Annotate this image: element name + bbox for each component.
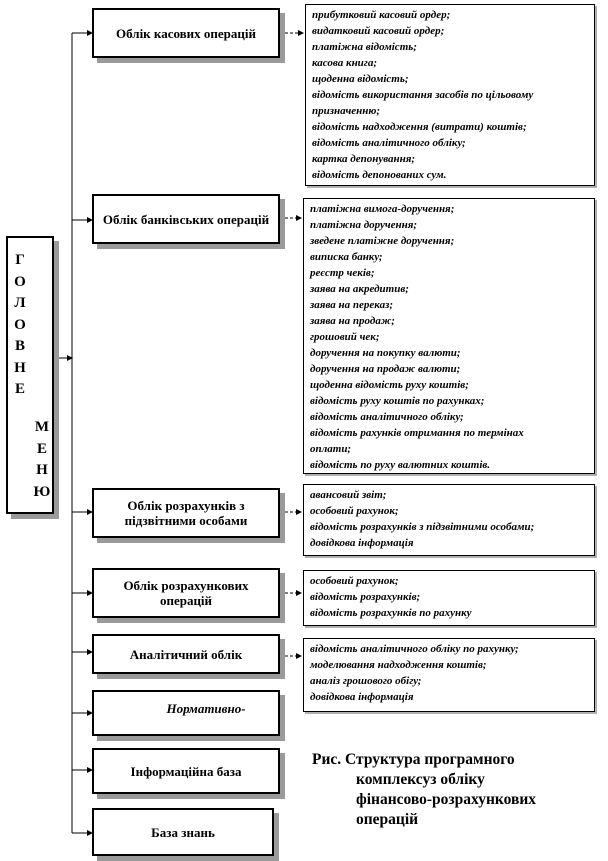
- detail-item: відомість надходження (витрати) коштів;: [312, 121, 527, 133]
- detail-item: платіжна відомість;: [312, 41, 417, 53]
- detail-item: оплати;: [310, 443, 352, 455]
- detail-item: відомість аналітичного обліку;: [310, 411, 464, 423]
- main-menu-word-1: [10, 250, 30, 401]
- caption-line: комплексуз обліку: [356, 771, 485, 788]
- main-menu-word-2: [32, 417, 52, 503]
- details-bank-operations: [303, 198, 595, 474]
- module-label: Інформаційна база: [130, 763, 242, 779]
- module-analytical-accounting[interactable]: [92, 634, 280, 674]
- module-accountable-persons[interactable]: [92, 488, 280, 538]
- module-label: Облік розрахунків з підзвітними особами: [124, 498, 248, 528]
- module-label: Облік розрахункових операцій: [123, 578, 249, 608]
- detail-item: відомість розрахунків;: [310, 591, 421, 603]
- menu-letter: Е: [36, 440, 47, 457]
- figure-caption: [312, 750, 592, 830]
- detail-item: відомість розрахунків по рахунку: [310, 607, 472, 619]
- detail-item: заява на продаж;: [310, 315, 395, 327]
- caption-line: Рис. Структура програмного: [312, 751, 515, 768]
- detail-item: авансовий звіт;: [310, 489, 387, 501]
- module-knowledge-base[interactable]: [92, 808, 274, 856]
- menu-letter: Г: [15, 252, 25, 268]
- detail-item: реєстр чеків;: [310, 267, 375, 279]
- menu-letter: О: [14, 273, 26, 290]
- module-label: Аналітичний облік: [129, 646, 243, 662]
- module-label: Нормативно-: [166, 701, 246, 716]
- detail-item: доручення на покупку валюти;: [310, 347, 461, 359]
- detail-item: відомість використання засобів по цільовому: [312, 89, 534, 101]
- detail-item: картка депонування;: [312, 153, 416, 165]
- detail-item: аналіз грошового обігу;: [310, 675, 422, 687]
- detail-item: платіжна вимога-доручення;: [310, 203, 455, 215]
- detail-item: призначенню;: [312, 105, 381, 117]
- menu-letter: М: [34, 419, 50, 435]
- main-menu-box: [6, 236, 54, 514]
- module-label: Облік касових операцій: [115, 25, 257, 41]
- detail-item: щоденна відомість руху коштів;: [310, 379, 469, 391]
- details-settlement-operations: [303, 570, 595, 626]
- module-label: База знань: [151, 824, 215, 840]
- details-cash-operations: [305, 4, 595, 186]
- detail-item: особовий рахунок;: [310, 505, 399, 517]
- detail-item: відомість депонованих сум.: [312, 169, 447, 181]
- detail-item: щоденна відомість;: [312, 73, 409, 85]
- detail-item: заява на переказ;: [310, 299, 394, 311]
- detail-item: відомість рахунків отримання по термінах: [310, 427, 524, 439]
- menu-letter: Ю: [33, 483, 51, 500]
- details-accountable-persons: [303, 484, 595, 556]
- menu-letter: О: [14, 316, 26, 333]
- detail-item: довідкова інформація: [310, 537, 414, 549]
- details-analytical-accounting: [303, 638, 595, 712]
- module-settlement-operations[interactable]: [92, 568, 280, 618]
- detail-item: відомість руху коштів по рахунках;: [310, 395, 485, 407]
- detail-item: грошовий чек;: [310, 331, 380, 343]
- detail-item: відомість аналітичного обліку по рахунку;: [310, 643, 519, 655]
- menu-letter: Н: [36, 462, 48, 478]
- detail-item: доручення на продаж валюти;: [310, 363, 461, 375]
- detail-item: відомість розрахунків з підзвітними особами;: [310, 521, 535, 533]
- menu-letter: Л: [14, 295, 26, 311]
- module-bank-operations[interactable]: [92, 194, 280, 244]
- detail-item: зведене платіжне доручення;: [310, 235, 455, 247]
- detail-item: платіжна доручення;: [310, 219, 418, 231]
- detail-item: особовий рахунок;: [310, 575, 399, 587]
- module-normative[interactable]: [92, 690, 280, 736]
- caption-line: фінансово-розрахункових: [356, 791, 537, 808]
- detail-item: прибутковий касовий ордер;: [312, 9, 451, 21]
- detail-item: видатковий касовий ордер;: [312, 25, 445, 37]
- detail-item: моделювання надходження коштів;: [310, 659, 487, 671]
- module-information-base[interactable]: [92, 748, 280, 794]
- detail-item: виписка банку;: [310, 251, 383, 263]
- detail-item: відомість по руху валютних коштів.: [310, 459, 491, 471]
- detail-item: довідкова інформація: [310, 691, 414, 703]
- module-cash-operations[interactable]: [92, 8, 280, 58]
- menu-letter: Е: [14, 381, 25, 397]
- caption-line: операцій: [356, 811, 419, 828]
- detail-item: касова книга;: [312, 57, 378, 69]
- menu-letter: В: [14, 338, 25, 354]
- detail-item: заява на акредитив;: [310, 283, 409, 295]
- menu-letter: Н: [14, 359, 26, 376]
- module-label: Облік банківських операцій: [102, 211, 270, 227]
- detail-item: відомість аналітичного обліку;: [312, 137, 466, 149]
